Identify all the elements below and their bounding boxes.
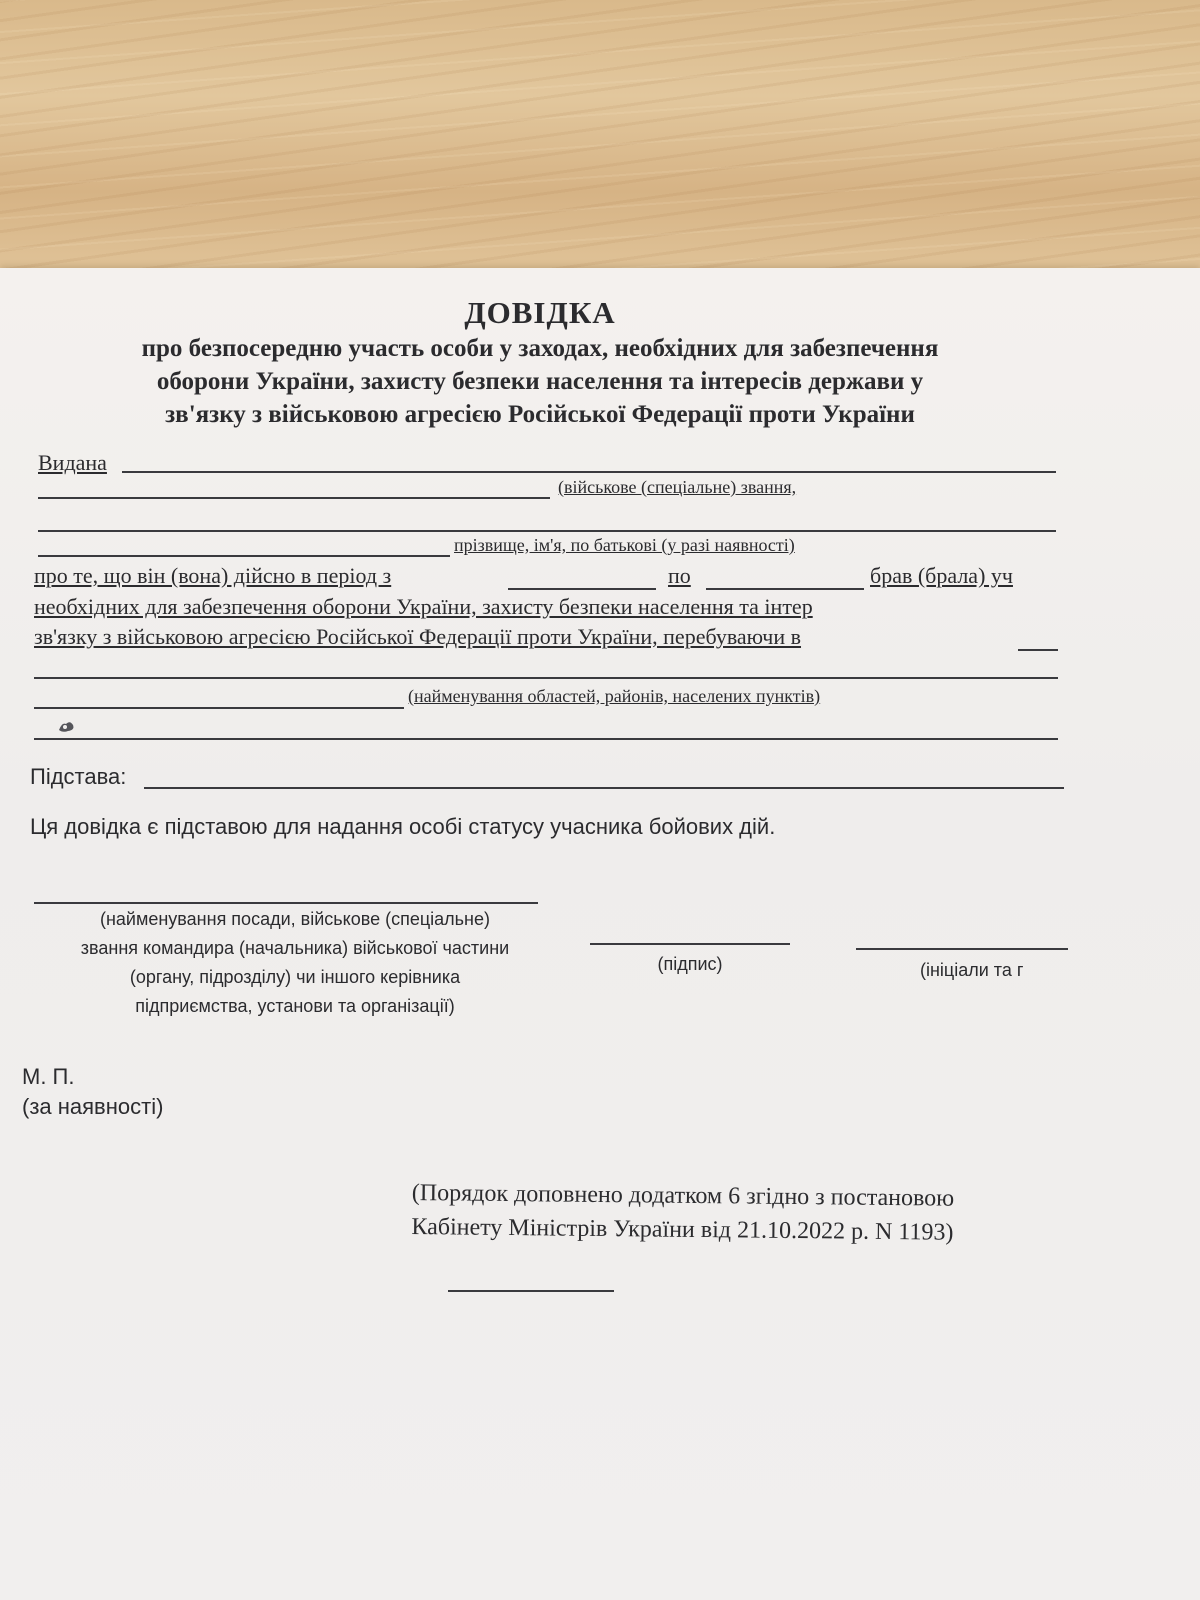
wooden-table-background [0,0,1200,290]
period-text-part3: брав (брала) уч [870,563,1013,588]
rank-field[interactable] [38,497,550,499]
smudge-icon [56,716,76,736]
commander-caption-line-2: звання командира (начальника) військової частини [80,938,510,958]
initials-field[interactable] [856,948,1068,950]
order-note-line-1: (Порядок доповнено додатком 6 згідно з постановою [411,1179,955,1212]
full-name-field-2[interactable] [38,555,450,557]
status-text: Ця довідка є підставою для надання особі статусу учасника бойових дій. [30,814,776,839]
order-note-line-2: Кабінету Міністрів України від 21.10.2022 р. N 1193) [411,1213,954,1246]
commander-position-field[interactable] [34,902,538,904]
document-subtitle [20,332,1060,431]
certificate-paper [0,268,1200,1600]
location-field-start[interactable] [1018,649,1058,651]
regions-hint: (найменування областей, районів, населених пунктів) [408,686,821,706]
full-name-field[interactable] [38,530,1056,532]
signature-caption: (підпис) [657,954,723,974]
document-title: ДОВІДКА [464,295,616,330]
location-field-3[interactable] [34,738,1058,740]
issued-to-field[interactable] [122,471,1056,473]
period-to-field[interactable] [706,588,864,590]
rank-hint: (військове (спеціальне) звання, [558,477,797,497]
location-field[interactable] [34,677,1058,679]
commander-caption-line-1: (найменування посади, військове (спеціальне) [99,909,490,929]
stamp-line-2: (за наявності) [22,1094,164,1119]
basis-field[interactable] [144,787,1064,789]
location-field-2[interactable] [34,707,404,709]
commander-caption [30,905,560,1021]
period-text-part2: по [668,563,691,588]
signature-field[interactable] [590,943,790,945]
subtitle-line-1: про безпосередню участь особи у заходах, необхідних для забезпечення [141,335,939,362]
period-text-part1: про те, що він (вона) дійсно в період з [34,563,392,588]
body-line-2: необхідних для забезпечення оборони України, захисту безпеки населення та інтер [34,594,813,619]
body-line-3: зв'язку з військовою агресією Російської Федерації проти України, перебуваючи в [34,624,802,649]
basis-label: Підстава: [30,764,127,789]
initials-caption: (ініціали та г [920,960,1024,980]
subtitle-line-2: оборони України, захисту безпеки населення та інтересів держави у [156,368,924,395]
stamp-place [22,1062,163,1122]
commander-caption-line-3: (органу, підрозділу) чи іншого керівника [129,967,461,987]
issued-label: Видана [38,450,107,475]
order-note [411,1176,954,1250]
full-name-hint: прізвище, ім'я, по батькові (у разі наявності) [454,535,795,555]
commander-caption-line-4: підприємства, установи та організації) [135,996,455,1016]
stamp-line-1: М. П. [22,1064,75,1089]
separator-line [448,1290,614,1292]
subtitle-line-3: зв'язку з військовою агресією Російської Федерації проти України [165,401,915,428]
period-from-field[interactable] [508,588,656,590]
